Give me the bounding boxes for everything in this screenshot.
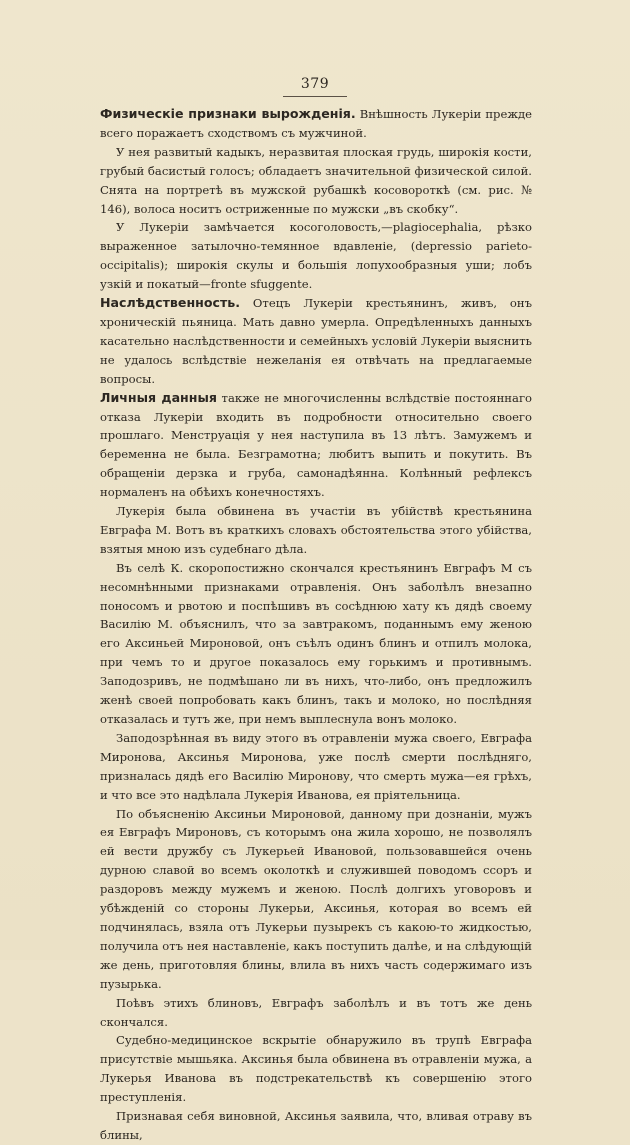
page-number: 379 xyxy=(300,76,330,92)
paragraph-text: Признавая себя виновной, Аксинья заявила, что, вливая отраву въ блины, xyxy=(100,1109,532,1142)
paragraph-text: Лукерія была обвинена въ участіи въ убійствѣ крестьянина Евграфа М. Вотъ въ краткихъ словахъ обстоятельства этого убійства, взятыя мною изъ судебнаго дѣла. xyxy=(100,504,532,556)
body-text xyxy=(100,105,532,1145)
page-number-rule xyxy=(283,96,347,97)
heading-heredity: Наслѣдственность. xyxy=(100,295,241,311)
heading-physical-signs: Физическіе признаки вырожденія. xyxy=(100,106,356,121)
section-heredity xyxy=(100,294,532,389)
paragraph-text: Въ селѣ К. скоропостижно скончался крестьянинъ Евграфъ М съ несомнѣнными признаками отравленія. Онъ заболѣлъ внезапно поносомъ и рвотою и поспѣшивъ въ сосѣднюю хату къ дядѣ своему Василію М. объяснилъ, что за завтракомъ, поданнымъ ему женою его Аксиньей Мироновой, онъ съѣлъ одинъ блинъ и отпилъ молока, при чемъ то и другое показалось ему горькимъ и противнымъ. Заподозривъ, не подмѣшано ли въ нихъ, что-либо, онъ предложилъ женѣ своей попробовать какъ блинъ, такъ и молоко, но послѣдняя отказалась и тутъ же, при немъ выплеснула вонъ молоко. xyxy=(100,560,532,726)
heading-personal-data: Личныя данныя xyxy=(100,389,217,405)
paragraph-text: У нея развитый кадыкъ, неразвитая плоская грудь, широкія кости, грубый басистый голосъ; обладаетъ значительной физической силой. Снята на портретѣ въ мужской рубашкѣ косовороткѣ (см. рис. № 146), волоса носитъ остриженные по мужски „въ скобку“. xyxy=(100,144,532,216)
paragraph-text: У Лукеріи замѣчается косоголовость,—plagiocephalia, рѣзко выраженное затылочно-темянное вдавленіе, (depressio parieto-occipitalis); широкія скулы и большія лопухообразныя уши; лобъ узкій и покатый—fronte sfuggente. xyxy=(100,220,532,292)
paragraph-text: Внѣшность Лукеріи прежде всего поражаетъ сходствомъ съ мужчиной. xyxy=(100,107,532,140)
section-personal-data xyxy=(100,389,532,502)
paragraph-text: Заподозрѣнная въ виду этого въ отравленіи мужа своего, Евграфа Миронова, Аксинья Миронова, уже послѣ смерти послѣдняго, призналась дядѣ его Василію Миронову, что смерть мужа—ея грѣхъ, и что все это надѣлала Лукерія Иванова, ея пріятельница. xyxy=(100,730,532,802)
paragraph-text: Отецъ Лукеріи крестьянинъ, живъ, онъ хроническій пьяница. Мать давно умерла. Опредѣленныхъ данныхъ касательно наслѣдственности и семейныхъ условій Лукеріи выяснить не удалось вслѣдствіе нежеланія ея отвѣчать на предлагаемые вопросы. xyxy=(100,296,532,386)
section-physical-signs xyxy=(100,105,532,143)
paragraph-text: также не многочисленны вслѣдствіе постояннаго отказа Лукеріи входить въ подробности относительно своего прошлаго. Менструація у нея наступила въ 13 лѣтъ. Замужемъ и беременна не была. Безграмотна; любитъ выпить и покутить. Въ обращеніи дерзка и груба, самонадѣянна. Колѣнный рефлексъ нормаленъ на обѣихъ конечностяхъ. xyxy=(100,390,532,500)
paragraph-text: По объясненію Аксиньи Мироновой, данному при дознаніи, мужъ ея Евграфъ Мироновъ, съ которымъ она жила хорошо, не позволялъ ей вести дружбу съ Лукерьей Ивановой, пользовавшейся очень дурною славой во всемъ околоткѣ и служившей поводомъ ссоръ и раздоровъ между мужемъ и женою. Послѣ долгихъ уговоровъ и убѣжденій со стороны Лукерьи, Аксинья, которая во всемъ ей подчинялась, взяла отъ Лукерьи пузырекъ съ какою-то жидкостью, получила отъ нея наставленіе, какъ поступить далѣе, и на слѣдующій же день, приготовляя блины, влила въ нихъ часть содержимаго изъ пузырька. xyxy=(100,806,532,991)
paragraph-text: Судебно-медицинское вскрытіе обнаружило въ трупѣ Евграфа присутствіе мышьяка. Аксинья была обвинена въ отравленіи мужа, а Лукерья Иванова въ подстрекательствѣ къ совершенію этого преступленія. xyxy=(100,1033,532,1105)
paragraph-text: Поѣвъ этихъ блиновъ, Евграфъ заболѣлъ и въ тотъ же день скончался. xyxy=(100,995,532,1029)
